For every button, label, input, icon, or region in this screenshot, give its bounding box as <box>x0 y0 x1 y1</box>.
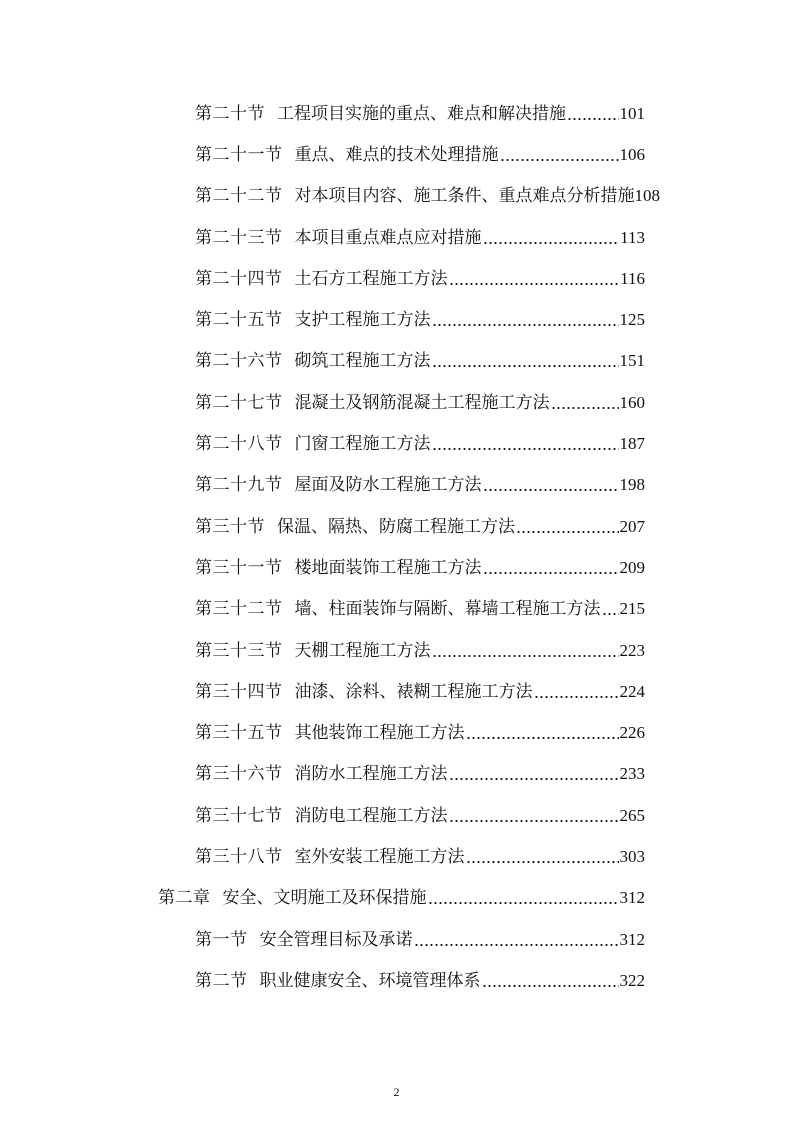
toc-entry-label: 第三十七节 <box>195 805 283 826</box>
dot-leader <box>449 281 620 287</box>
dot-leader <box>466 735 619 741</box>
toc-entry[interactable] <box>0 795 645 836</box>
toc-entry[interactable] <box>0 671 645 712</box>
toc-entry-title: 其他装饰工程施工方法 <box>294 723 465 744</box>
toc-entry-label: 第一节 <box>195 929 248 950</box>
toc-entry[interactable] <box>0 299 645 340</box>
toc-entry[interactable] <box>0 341 645 382</box>
toc-entry-page: 265 <box>619 805 645 825</box>
toc-entry-title: 门窗工程施工方法 <box>294 434 431 455</box>
toc-entry-page: 322 <box>619 970 645 990</box>
toc-entry-page: 215 <box>619 599 645 619</box>
dot-leader <box>500 157 619 163</box>
dot-leader <box>428 900 619 906</box>
toc-entry-page: 224 <box>619 681 645 701</box>
toc-entry-title: 消防水工程施工方法 <box>294 764 448 785</box>
dot-leader <box>432 446 619 452</box>
toc-entry-page: 223 <box>619 640 645 660</box>
dot-leader <box>516 529 619 535</box>
toc-entry-label: 第二十八节 <box>195 434 283 455</box>
toc-entry-title: 职业健康安全、环境管理体系 <box>259 970 481 991</box>
dot-leader <box>483 570 619 576</box>
toc-entry[interactable] <box>0 423 645 464</box>
dot-leader <box>449 818 619 824</box>
toc-entry-page: 303 <box>619 846 645 866</box>
toc-entry-page: 207 <box>619 516 645 536</box>
dot-leader <box>432 653 619 659</box>
toc-entry-title: 安全管理目标及承诺 <box>259 929 413 950</box>
toc-entry-page: 198 <box>619 475 645 495</box>
toc-entry[interactable] <box>0 836 645 877</box>
toc-entry[interactable] <box>0 217 645 258</box>
toc-entry-title: 砌筑工程施工方法 <box>294 351 431 372</box>
toc-entry[interactable] <box>0 712 645 753</box>
toc-entry-title: 楼地面装饰工程施工方法 <box>294 557 482 578</box>
toc-entry-title: 土石方工程施工方法 <box>294 268 448 289</box>
toc-entry-label: 第三十八节 <box>195 846 283 867</box>
dot-leader <box>602 611 619 617</box>
dot-leader <box>432 363 619 369</box>
toc-entry[interactable] <box>0 630 645 671</box>
toc-entry-label: 第二十九节 <box>195 475 283 496</box>
toc-entry[interactable] <box>0 176 700 217</box>
toc-entry-label: 第三十四节 <box>195 681 283 702</box>
toc-entry[interactable] <box>0 93 645 134</box>
toc-entry[interactable] <box>0 960 645 1001</box>
dot-leader <box>414 942 619 948</box>
toc-entry-title: 墙、柱面装饰与隔断、幕墙工程施工方法 <box>294 599 601 620</box>
toc-entry-page: 233 <box>619 764 645 784</box>
dot-leader <box>466 859 619 865</box>
toc-entry-page: 101 <box>619 103 645 123</box>
toc-entry[interactable] <box>0 547 645 588</box>
toc-entry-label: 第二十节 <box>195 103 265 124</box>
toc-entry-title: 油漆、涂料、裱糊工程施工方法 <box>294 681 533 702</box>
toc-entry-page: 108 <box>634 186 660 206</box>
toc-entry-label: 第二十二节 <box>195 186 283 207</box>
dot-leader <box>551 405 619 411</box>
dot-leader <box>482 983 619 989</box>
toc-entry-title: 重点、难点的技术处理措施 <box>294 144 499 165</box>
toc-entry-page: 226 <box>619 723 645 743</box>
toc-entry-page: 113 <box>620 227 645 247</box>
toc-entry-label: 第三十五节 <box>195 723 283 744</box>
toc-entry[interactable] <box>0 465 645 506</box>
toc-entry-page: 160 <box>619 392 645 412</box>
toc-entry-label: 第二章 <box>158 888 211 909</box>
dot-leader <box>483 487 619 493</box>
toc-entry-title: 工程项目实施的重点、难点和解决措施 <box>277 103 566 124</box>
dot-leader <box>534 694 619 700</box>
toc-entry-page: 312 <box>619 929 645 949</box>
toc-entry-label: 第二十四节 <box>195 268 283 289</box>
toc-entry-title: 安全、文明施工及环保措施 <box>222 888 427 909</box>
toc-entry-title: 对本项目内容、施工条件、重点难点分析措施 <box>294 186 635 207</box>
toc-entry-title: 本项目重点难点应对措施 <box>294 227 482 248</box>
toc-entry-page: 187 <box>619 434 645 454</box>
toc-entry-title: 消防电工程施工方法 <box>294 805 448 826</box>
toc-entry-title: 屋面及防水工程施工方法 <box>294 475 482 496</box>
dot-leader <box>432 322 619 328</box>
toc-entry-label: 第三十节 <box>195 516 265 537</box>
toc-entry-label: 第三十三节 <box>195 640 283 661</box>
toc-entry-title: 混凝土及钢筋混凝土工程施工方法 <box>294 392 550 413</box>
toc-entry-label: 第二十七节 <box>195 392 283 413</box>
toc-entry-page: 209 <box>619 557 645 577</box>
toc-entry-page: 312 <box>619 888 645 908</box>
table-of-contents <box>0 93 793 1002</box>
toc-entry-label: 第二十五节 <box>195 310 283 331</box>
toc-entry-label: 第三十六节 <box>195 764 283 785</box>
toc-entry-title: 支护工程施工方法 <box>294 310 431 331</box>
toc-entry-title: 室外安装工程施工方法 <box>294 846 465 867</box>
toc-entry-label: 第二十三节 <box>195 227 283 248</box>
toc-entry-title: 保温、隔热、防腐工程施工方法 <box>277 516 515 537</box>
toc-entry-page: 125 <box>619 310 645 330</box>
toc-entry-page: 106 <box>619 144 645 164</box>
toc-entry[interactable] <box>0 919 645 960</box>
toc-entry-label: 第二十一节 <box>195 144 283 165</box>
toc-entry-label: 第二节 <box>195 970 248 991</box>
toc-chapter-entry[interactable] <box>0 878 645 919</box>
toc-entry-label: 第二十六节 <box>195 351 283 372</box>
toc-entry[interactable] <box>0 382 645 423</box>
toc-entry[interactable] <box>0 754 645 795</box>
toc-entry[interactable] <box>0 506 645 547</box>
toc-entry[interactable] <box>0 589 645 630</box>
toc-entry-title: 天棚工程施工方法 <box>294 640 431 661</box>
dot-leader <box>449 776 619 782</box>
toc-entry-label: 第三十二节 <box>195 599 283 620</box>
toc-entry-page: 151 <box>619 351 645 371</box>
dot-leader <box>567 116 619 122</box>
toc-entry-label: 第三十一节 <box>195 557 283 578</box>
toc-entry[interactable] <box>0 134 645 175</box>
toc-entry-page: 116 <box>620 268 645 288</box>
dot-leader <box>483 240 620 246</box>
page-number: 2 <box>393 1085 400 1099</box>
toc-entry[interactable] <box>0 258 645 299</box>
